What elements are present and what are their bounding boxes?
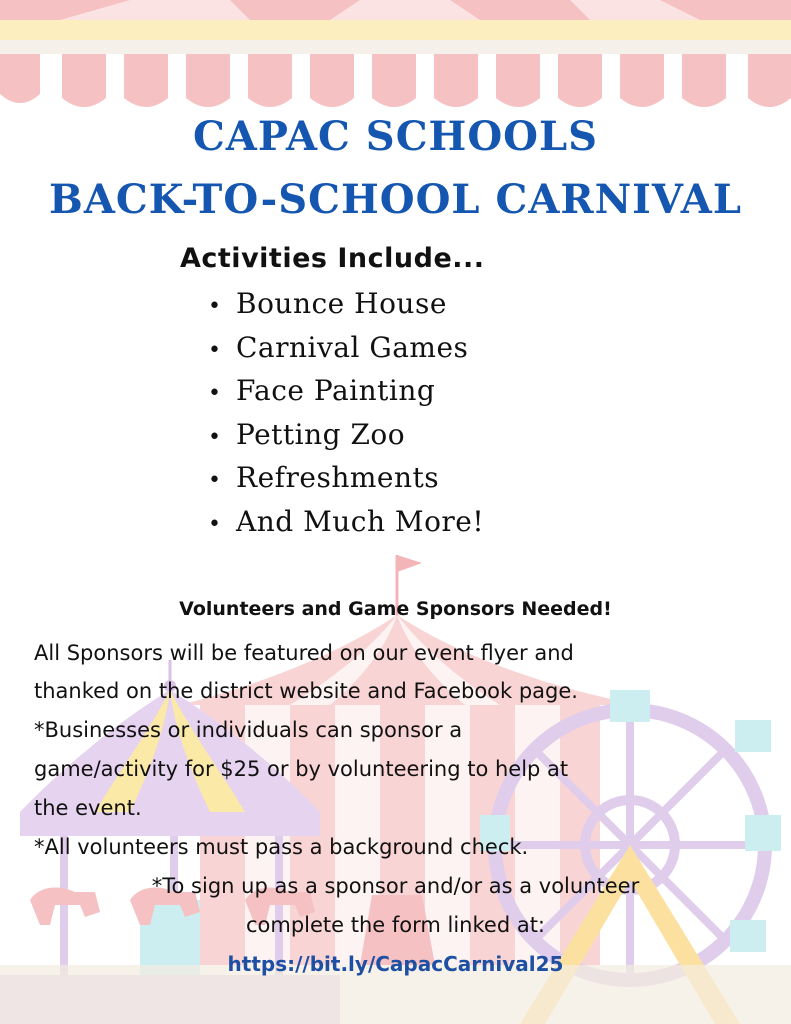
activity-label: Petting Zoo — [236, 417, 406, 451]
list-item — [208, 369, 484, 413]
signup-text-line: complete the form linked at: — [245, 913, 546, 937]
title-line-1: CAPAC SCHOOLS — [192, 113, 599, 160]
signup-link[interactable]: https://bit.ly/CapacCarnival25 — [227, 952, 564, 976]
activity-label: Refreshments — [236, 461, 440, 495]
sponsor-text-line: thanked on the district website and Facebook page. — [34, 679, 578, 703]
signup-text-line: *To sign up as a sponsor and/or as a volunteer — [151, 874, 640, 898]
activity-label: Face Painting — [236, 374, 436, 408]
activities-heading: Activities Include... — [180, 243, 485, 274]
bullet-icon: • — [208, 511, 222, 537]
list-item — [208, 500, 484, 544]
sponsor-text-line: *All volunteers must pass a background check. — [34, 835, 529, 859]
bullet-icon: • — [208, 381, 222, 407]
activity-label: Carnival Games — [236, 330, 469, 364]
sponsor-text-line: All Sponsors will be featured on our event flyer and — [34, 641, 574, 665]
bullet-icon: • — [208, 337, 222, 363]
list-item — [208, 413, 484, 457]
bullet-icon: • — [208, 294, 222, 319]
activities-list — [208, 282, 484, 544]
list-item — [208, 282, 484, 326]
activity-label: Bounce House — [236, 287, 447, 320]
volunteers-heading: Volunteers and Game Sponsors Needed! — [179, 598, 612, 620]
bullet-icon: • — [208, 468, 222, 494]
title-line-2: BACK-TO-SCHOOL CARNIVAL — [49, 176, 742, 223]
list-item — [208, 456, 484, 500]
list-item — [208, 326, 484, 370]
sponsor-text-line: *Businesses or individuals can sponsor a — [34, 718, 463, 742]
bullet-icon: • — [208, 424, 222, 450]
sponsor-text-line: game/activity for $25 or by volunteering to help at — [34, 757, 569, 781]
activity-label: And Much More! — [236, 504, 485, 538]
sponsor-text-line: the event. — [34, 796, 142, 820]
